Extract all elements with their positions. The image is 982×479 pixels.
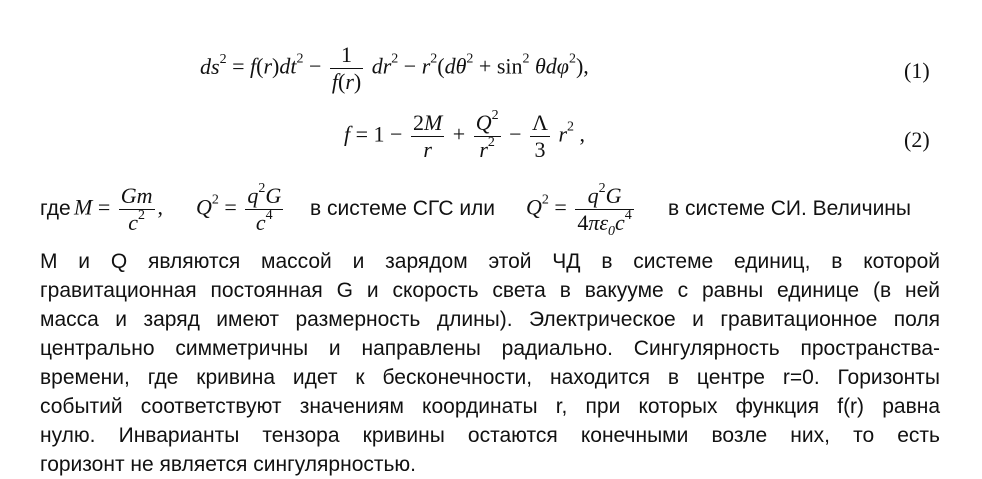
formula-charge-cgs: $Q^2$ = $\frac{q^2G}{c^4}$ [196, 181, 282, 235]
cgs-text: в системе СГС или [310, 197, 496, 220]
paragraph-line-5: времени, где кривина идет к бесконечности, находится в центре r=0. Горизонты [40, 366, 940, 389]
paragraph-line-4: центрально симметричны и направлены радиально. Сингулярность пространства- [40, 337, 940, 360]
fraction-2m-over-r: $\frac{2M}{r}$ [412, 110, 443, 162]
paragraph-line-6: событий соответствуют значениям координаты r, при которых функция f(r) равна [40, 395, 940, 418]
fraction-lambda-over-3: $\frac{\Lambda}{3}$ [532, 110, 548, 162]
paragraph-line-7: нулю. Инварианты тензора кривины остаются конечными возле них, то есть [40, 424, 940, 447]
equation-1-number: (1) [904, 58, 930, 83]
fraction-one-over-f: $\frac{1}{f(r)}$ [331, 42, 362, 94]
equation-2-number: (2) [904, 127, 930, 152]
equation-f: f = 1 − $\frac{2M}{r}$ + $\frac{Q^2}{r^2}$ − $\frac{\Lambda}{3}$ $r^2$ , [344, 108, 586, 162]
paragraph-line-3: масса и заряд имеют размерность длины). Электрическое и гравитационное поля [40, 308, 940, 331]
paragraph-line-1: М и Q являются массой и зарядом этой ЧД в системе единиц, в которой [40, 250, 940, 273]
formula-mass: M = $\frac{Gm}{c^2}$ , [74, 183, 164, 235]
si-text: в системе СИ. Величины [668, 197, 911, 220]
paragraph-line-2: гравитационная постоянная G и скорость света в вакууме с равны единице (в ней [40, 279, 940, 302]
equation-metric: $ds^2 = f(r)dt^2$ − $\frac{1}{f(r)}$ $dr^2 - r^2(d\theta^2 + \sin^2 \theta d\varphi^2)$, [200, 42, 589, 94]
formula-charge-si: $Q^2$ = $\frac{q^2G}{4\pi\varepsilon_0c^4}$ [526, 181, 632, 239]
definitions-line [40, 183, 940, 239]
fraction-q2-over-r2: $\frac{Q^2}{r^2}$ [475, 108, 499, 162]
where-word: где [40, 197, 71, 220]
paragraph-line-8: горизонт не является сингулярностью. [40, 453, 417, 476]
